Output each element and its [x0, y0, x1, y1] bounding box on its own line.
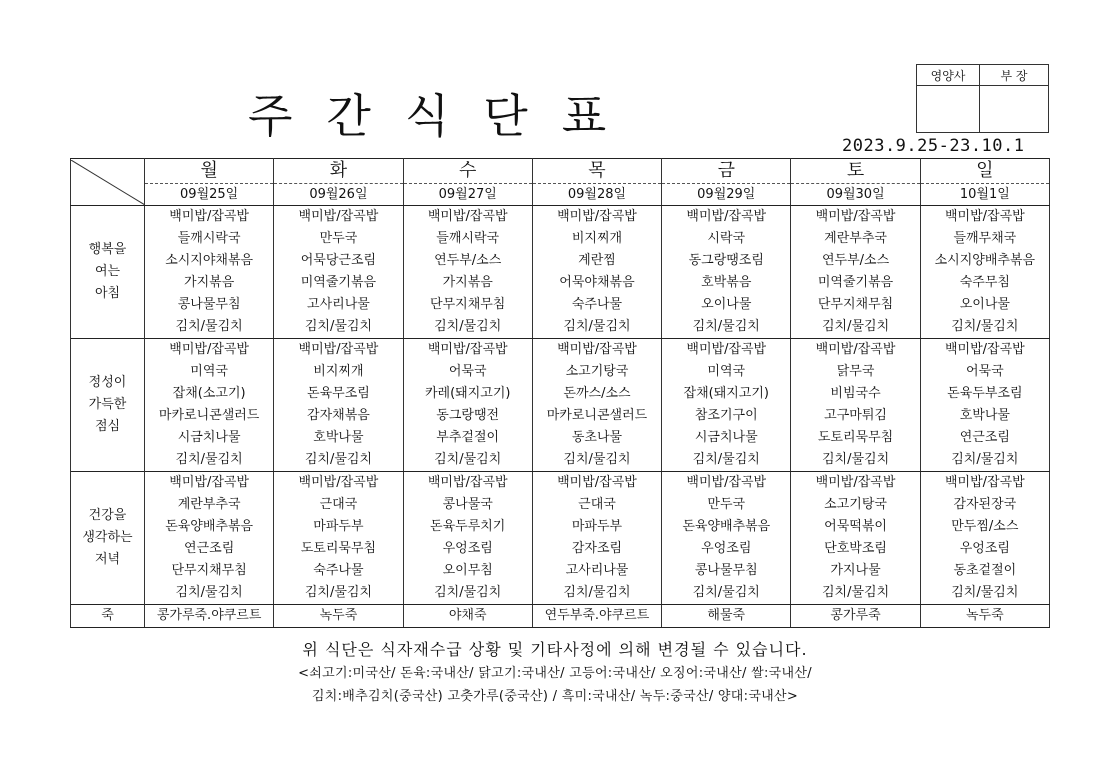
menu-item: 김치/물김치	[403, 582, 532, 605]
menu-item: 백미밥/잡곡밥	[274, 206, 403, 229]
menu-item: 백미밥/잡곡밥	[662, 339, 791, 362]
menu-item: 감자조림	[532, 538, 661, 560]
menu-row	[71, 538, 1050, 560]
menu-row	[71, 206, 1050, 229]
menu-item: 호박볶음	[662, 272, 791, 294]
menu-row	[71, 383, 1050, 405]
menu-item: 김치/물김치	[274, 582, 403, 605]
menu-item: 계란부추국	[145, 494, 274, 516]
menu-item: 백미밥/잡곡밥	[920, 206, 1049, 229]
porridge-item: 콩가루죽.야쿠르트	[145, 605, 274, 628]
menu-item: 김치/물김치	[662, 582, 791, 605]
menu-item: 돈육양배추볶음	[662, 516, 791, 538]
menu-item: 숙주무침	[920, 272, 1049, 294]
menu-row	[71, 339, 1050, 362]
menu-item: 동초나물	[532, 427, 661, 449]
menu-row	[71, 560, 1050, 582]
porridge-label: 죽	[71, 605, 145, 628]
menu-item: 김치/물김치	[274, 316, 403, 339]
menu-item: 어묵국	[920, 361, 1049, 383]
menu-item: 김치/물김치	[920, 316, 1049, 339]
day-header-row	[71, 159, 1050, 184]
menu-item: 근대국	[532, 494, 661, 516]
menu-item: 백미밥/잡곡밥	[274, 339, 403, 362]
menu-item: 백미밥/잡곡밥	[532, 206, 661, 229]
porridge-row	[71, 605, 1050, 628]
menu-item: 백미밥/잡곡밥	[403, 472, 532, 495]
menu-item: 콩나물무침	[145, 294, 274, 316]
menu-item: 김치/물김치	[145, 449, 274, 472]
day-date: 09월27일	[403, 184, 532, 206]
menu-item: 어묵야채볶음	[532, 272, 661, 294]
menu-item: 김치/물김치	[791, 582, 920, 605]
menu-row	[71, 449, 1050, 472]
day-name: 화	[274, 159, 403, 184]
menu-item: 고사리나물	[274, 294, 403, 316]
menu-item: 돈육무조림	[274, 383, 403, 405]
menu-row	[71, 582, 1050, 605]
menu-row	[71, 228, 1050, 250]
menu-item: 백미밥/잡곡밥	[145, 339, 274, 362]
menu-item: 비빔국수	[791, 383, 920, 405]
menu-item: 김치/물김치	[791, 316, 920, 339]
menu-item: 참조기구이	[662, 405, 791, 427]
menu-item: 김치/물김치	[403, 449, 532, 472]
meal-label-line: 생각하는	[82, 530, 133, 545]
menu-item: 도토리묵무침	[274, 538, 403, 560]
meal-label-line: 가득한	[88, 397, 127, 412]
menu-item: 가지볶음	[145, 272, 274, 294]
menu-item: 백미밥/잡곡밥	[920, 339, 1049, 362]
menu-item: 백미밥/잡곡밥	[274, 472, 403, 495]
origin-info-line2: 김치:배추김치(중국산) 고춧가루(중국산) / 흑미:국내산/ 녹두:중국산/ 양대:국내산>	[311, 689, 799, 704]
menu-item: 김치/물김치	[662, 449, 791, 472]
day-name: 토	[791, 159, 920, 184]
menu-item: 김치/물김치	[145, 316, 274, 339]
menu-item: 근대국	[274, 494, 403, 516]
menu-period: 2023.9.25-23.10.1	[842, 136, 1025, 156]
menu-item: 백미밥/잡곡밥	[403, 339, 532, 362]
menu-item: 김치/물김치	[403, 316, 532, 339]
menu-item: 도토리묵무침	[791, 427, 920, 449]
menu-item: 소시지양배추볶음	[920, 250, 1049, 272]
menu-row	[71, 494, 1050, 516]
meal-label	[71, 206, 145, 339]
menu-item: 김치/물김치	[274, 449, 403, 472]
menu-row	[71, 516, 1050, 538]
approval-nutritionist-label: 영양사	[917, 65, 980, 86]
menu-item: 감자된장국	[920, 494, 1049, 516]
menu-item: 단무지채무침	[145, 560, 274, 582]
menu-item: 연두부/소스	[791, 250, 920, 272]
menu-item: 우엉조림	[662, 538, 791, 560]
menu-item: 우엉조림	[403, 538, 532, 560]
menu-item: 닭무국	[791, 361, 920, 383]
menu-row	[71, 316, 1050, 339]
day-name: 목	[532, 159, 661, 184]
meal-label-line: 여는	[94, 264, 121, 279]
menu-item: 소고기탕국	[532, 361, 661, 383]
menu-item: 돈육두부조림	[920, 383, 1049, 405]
menu-item: 김치/물김치	[532, 582, 661, 605]
menu-item: 소고기탕국	[791, 494, 920, 516]
day-date: 09월29일	[662, 184, 791, 206]
menu-item: 오이무침	[403, 560, 532, 582]
menu-item: 호박나물	[274, 427, 403, 449]
menu-item: 고사리나물	[532, 560, 661, 582]
menu-item: 연두부/소스	[403, 250, 532, 272]
menu-item: 백미밥/잡곡밥	[791, 339, 920, 362]
porridge-item: 연두부죽.야쿠르트	[532, 605, 661, 628]
header-corner	[71, 159, 145, 206]
menu-item: 마파두부	[532, 516, 661, 538]
menu-item: 마카로니콘샐러드	[532, 405, 661, 427]
menu-item: 가지나물	[791, 560, 920, 582]
day-date: 10월1일	[920, 184, 1049, 206]
menu-item: 어묵당근조림	[274, 250, 403, 272]
menu-item: 미역국	[145, 361, 274, 383]
porridge-item: 녹두죽	[920, 605, 1049, 628]
menu-item: 계란찜	[532, 250, 661, 272]
menu-item: 만두찜/소스	[920, 516, 1049, 538]
menu-item: 콩나물국	[403, 494, 532, 516]
menu-item: 백미밥/잡곡밥	[791, 472, 920, 495]
menu-item: 어묵국	[403, 361, 532, 383]
menu-item: 들깨시락국	[403, 228, 532, 250]
meal-label-line: 저녁	[94, 552, 121, 567]
menu-item: 김치/물김치	[920, 582, 1049, 605]
menu-item: 미역국	[662, 361, 791, 383]
menu-item: 우엉조림	[920, 538, 1049, 560]
menu-item: 단호박조림	[791, 538, 920, 560]
day-date: 09월25일	[145, 184, 274, 206]
menu-item: 미역줄기볶음	[791, 272, 920, 294]
menu-item: 오이나물	[662, 294, 791, 316]
menu-item: 돈까스/소스	[532, 383, 661, 405]
menu-item: 카레(돼지고기)	[403, 383, 532, 405]
menu-item: 시금치나물	[145, 427, 274, 449]
menu-item: 동초겉절이	[920, 560, 1049, 582]
menu-item: 김치/물김치	[532, 316, 661, 339]
menu-item: 백미밥/잡곡밥	[532, 339, 661, 362]
menu-item: 백미밥/잡곡밥	[920, 472, 1049, 495]
menu-row	[71, 405, 1050, 427]
menu-item: 백미밥/잡곡밥	[662, 206, 791, 229]
menu-row	[71, 250, 1050, 272]
menu-item: 연근조림	[145, 538, 274, 560]
menu-item: 소시지야채볶음	[145, 250, 274, 272]
change-notice: 위 식단은 식자재수급 상황 및 기타사정에 의해 변경될 수 있습니다.	[302, 640, 808, 659]
menu-item: 백미밥/잡곡밥	[532, 472, 661, 495]
approval-manager-sign	[980, 86, 1049, 133]
menu-item: 숙주나물	[274, 560, 403, 582]
menu-item: 백미밥/잡곡밥	[403, 206, 532, 229]
menu-item: 시락국	[662, 228, 791, 250]
menu-item: 마카로니콘샐러드	[145, 405, 274, 427]
menu-item: 잡채(소고기)	[145, 383, 274, 405]
menu-item: 비지찌개	[274, 361, 403, 383]
menu-item: 고구마튀김	[791, 405, 920, 427]
menu-row	[71, 472, 1050, 495]
menu-item: 마파두부	[274, 516, 403, 538]
date-header-row	[71, 184, 1050, 206]
porridge-item: 녹두죽	[274, 605, 403, 628]
meal-label	[71, 339, 145, 472]
menu-row	[71, 427, 1050, 449]
menu-item: 콩나물무침	[662, 560, 791, 582]
meal-label-line: 정성이	[88, 375, 127, 390]
menu-item: 가지볶음	[403, 272, 532, 294]
menu-item: 김치/물김치	[532, 449, 661, 472]
meal-label-line: 점심	[94, 419, 121, 434]
menu-item: 들깨무채국	[920, 228, 1049, 250]
menu-item: 김치/물김치	[145, 582, 274, 605]
menu-item: 숙주나물	[532, 294, 661, 316]
diagonal-line	[71, 160, 145, 205]
menu-item: 들깨시락국	[145, 228, 274, 250]
day-date: 09월28일	[532, 184, 661, 206]
menu-item: 비지찌개	[532, 228, 661, 250]
menu-item: 백미밥/잡곡밥	[145, 206, 274, 229]
meal-label-line: 아침	[94, 286, 121, 301]
menu-item: 단무지채무침	[403, 294, 532, 316]
page-title: 주간식단표	[248, 89, 641, 143]
meal-label-line: 건강을	[88, 508, 127, 523]
menu-item: 호박나물	[920, 405, 1049, 427]
origin-info-line1: <쇠고기:미국산/ 돈육:국내산/ 닭고기:국내산/ 고등어:국내산/ 오징어:국내산/ 쌀:국내산/	[298, 666, 812, 681]
menu-item: 김치/물김치	[662, 316, 791, 339]
day-name: 금	[662, 159, 791, 184]
menu-item: 백미밥/잡곡밥	[662, 472, 791, 495]
menu-item: 미역줄기볶음	[274, 272, 403, 294]
menu-item: 김치/물김치	[920, 449, 1049, 472]
menu-item: 만두국	[274, 228, 403, 250]
menu-row	[71, 272, 1050, 294]
approval-box	[916, 64, 1049, 133]
menu-item: 돈육양배추볶음	[145, 516, 274, 538]
weekly-menu-table	[70, 158, 1050, 628]
menu-item: 동그랑땡전	[403, 405, 532, 427]
menu-item: 백미밥/잡곡밥	[145, 472, 274, 495]
menu-item: 시금치나물	[662, 427, 791, 449]
porridge-item: 해물죽	[662, 605, 791, 628]
day-date: 09월26일	[274, 184, 403, 206]
day-name: 월	[145, 159, 274, 184]
menu-item: 연근조림	[920, 427, 1049, 449]
menu-row	[71, 361, 1050, 383]
menu-item: 오이나물	[920, 294, 1049, 316]
menu-item: 감자채볶음	[274, 405, 403, 427]
porridge-item: 콩가루죽	[791, 605, 920, 628]
meal-label	[71, 472, 145, 605]
porridge-item: 야채죽	[403, 605, 532, 628]
menu-item: 단무지채무침	[791, 294, 920, 316]
menu-item: 돈육두루치기	[403, 516, 532, 538]
approval-nutritionist-sign	[917, 86, 980, 133]
menu-item: 만두국	[662, 494, 791, 516]
menu-item: 잡채(돼지고기)	[662, 383, 791, 405]
menu-item: 계란부추국	[791, 228, 920, 250]
approval-manager-label: 부 장	[980, 65, 1049, 86]
menu-item: 부추겉절이	[403, 427, 532, 449]
meal-label-line: 행복을	[88, 242, 127, 257]
menu-item: 동그랑땡조림	[662, 250, 791, 272]
day-name: 일	[920, 159, 1049, 184]
menu-item: 백미밥/잡곡밥	[791, 206, 920, 229]
day-date: 09월30일	[791, 184, 920, 206]
menu-row	[71, 294, 1050, 316]
menu-item: 어묵떡볶이	[791, 516, 920, 538]
day-name: 수	[403, 159, 532, 184]
menu-item: 김치/물김치	[791, 449, 920, 472]
